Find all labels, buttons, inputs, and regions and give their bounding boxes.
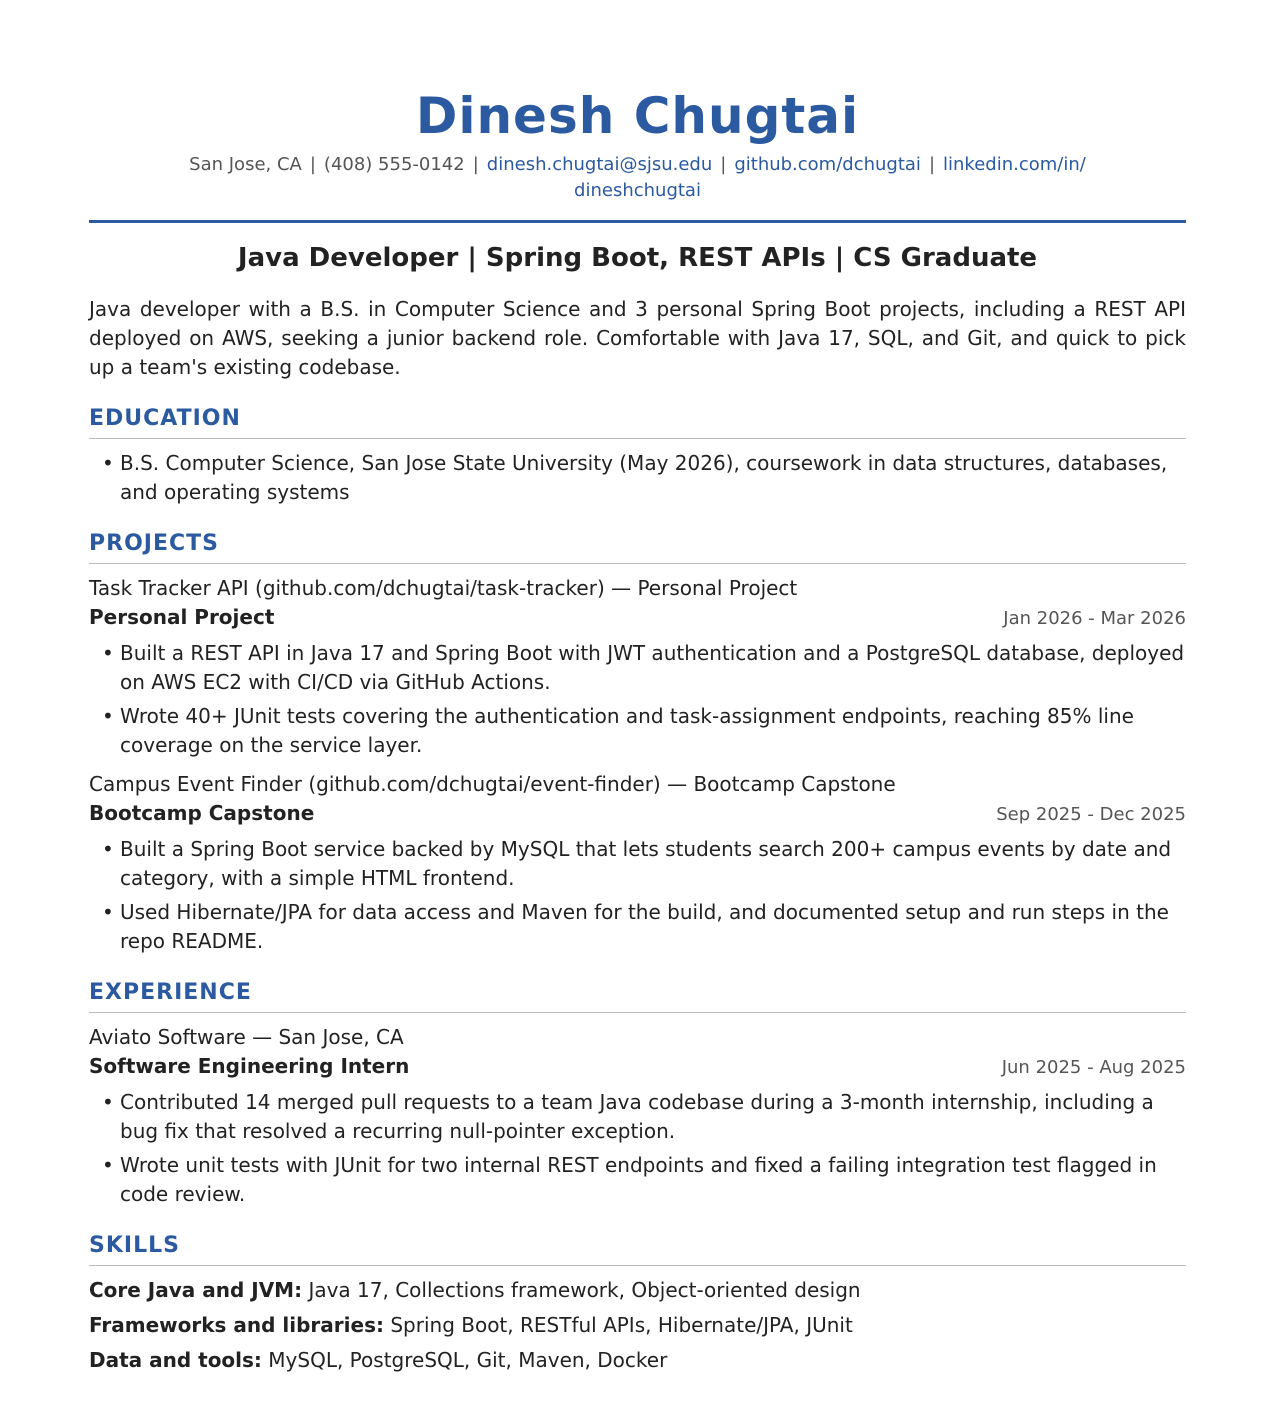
experience-bullets [89,1088,1186,1209]
separator: | [928,154,936,175]
skill-row [89,1311,1186,1340]
github-link[interactable]: github.com/dchugtai [734,154,921,175]
contact-line [89,152,1186,204]
skill-value: Spring Boot, RESTful APIs, Hibernate/JPA, JUnit [390,1313,853,1337]
section-title-experience: EXPERIENCE [89,978,1186,1013]
separator: | [472,154,479,175]
education-list [89,449,1186,507]
experience-bullet: • Wrote unit tests with JUnit for two internal REST endpoints and fixed a failing integration test flagged in code review. [89,1151,1186,1209]
project-role-row [89,603,1186,633]
email-link[interactable]: dinesh.chugtai@sjsu.edu [486,154,713,175]
project-bullet: • Built a Spring Boot service backed by MySQL that lets students search 200+ campus events by date and category, with a simple HTML frontend. [89,835,1186,893]
job-title: Software Engineering Intern [89,1054,410,1078]
job-dates: Jun 2025 - Aug 2025 [1001,1057,1186,1078]
skill-label: Frameworks and libraries: [89,1313,384,1337]
separator: | [309,154,316,175]
summary: Java developer with a B.S. in Computer Science and 3 personal Spring Boot projects, including a REST API deployed on AWS, seeking a junior backend role. Comfortable with Java 17, SQL, and Git, and quick to pick up a team's existing codebase. [89,297,1186,379]
project-bullet: • Wrote 40+ JUnit tests covering the authentication and task-assignment endpoints, reaching 85% line coverage on the service layer. [89,702,1186,760]
header-divider [89,220,1186,223]
project-bullet: • Built a REST API in Java 17 and Spring Boot with JWT authentication and a PostgreSQL database, deployed on AWS EC2 with CI/CD via GitHub Actions. [89,639,1186,697]
phone: (408) 555-0142 [323,154,465,175]
experience-bullet: • Contributed 14 merged pull requests to a team Java codebase during a 3-month internship, including a bug fix that resolved a recurring null-pointer exception. [89,1088,1186,1146]
location: San Jose, CA [189,154,302,175]
project-bullet: • Used Hibernate/JPA for data access and Maven for the build, and documented setup and run steps in the repo README. [89,898,1186,956]
linkedin-link-part: dineshchugtai [574,180,701,201]
candidate-name: Dinesh Chugtai [415,87,860,145]
employer-line: Aviato Software — San Jose, CA [89,1025,404,1049]
skill-value: MySQL, PostgreSQL, Git, Maven, Docker [268,1348,668,1372]
experience-role-row [89,1052,1186,1082]
headline: Java Developer | Spring Boot, REST APIs | CS Graduate [237,243,1038,273]
project-entry [89,574,1186,760]
skills-list [89,1276,1186,1375]
project-role: Personal Project [89,605,275,629]
project-title: Task Tracker API (github.com/dchugtai/task-tracker) — Personal Project [89,576,798,600]
section-title-projects: PROJECTS [89,529,1186,564]
skill-row [89,1276,1186,1305]
project-dates: Jan 2026 - Mar 2026 [1003,608,1186,629]
experience-entry [89,1023,1186,1209]
skill-row [89,1346,1186,1375]
section-title-skills: SKILLS [89,1231,1186,1266]
project-entry [89,770,1186,956]
section-title-education: EDUCATION [89,404,1186,439]
project-role-row [89,799,1186,829]
skill-value: Java 17, Collections framework, Object-oriented design [308,1278,861,1302]
project-title: Campus Event Finder (github.com/dchugtai/event-finder) — Bootcamp Capstone [89,772,896,796]
skill-label: Core Java and JVM: [89,1278,303,1302]
separator: | [720,154,727,175]
project-bullets [89,639,1186,760]
project-dates: Sep 2025 - Dec 2025 [996,804,1186,825]
project-bullets [89,835,1186,956]
skill-label: Data and tools: [89,1348,262,1372]
education-item: • B.S. Computer Science, San Jose State University (May 2026), coursework in data structures, databases, and operating systems [89,449,1186,507]
project-role: Bootcamp Capstone [89,801,315,825]
linkedin-link-part: linkedin.com/in/ [943,154,1086,175]
